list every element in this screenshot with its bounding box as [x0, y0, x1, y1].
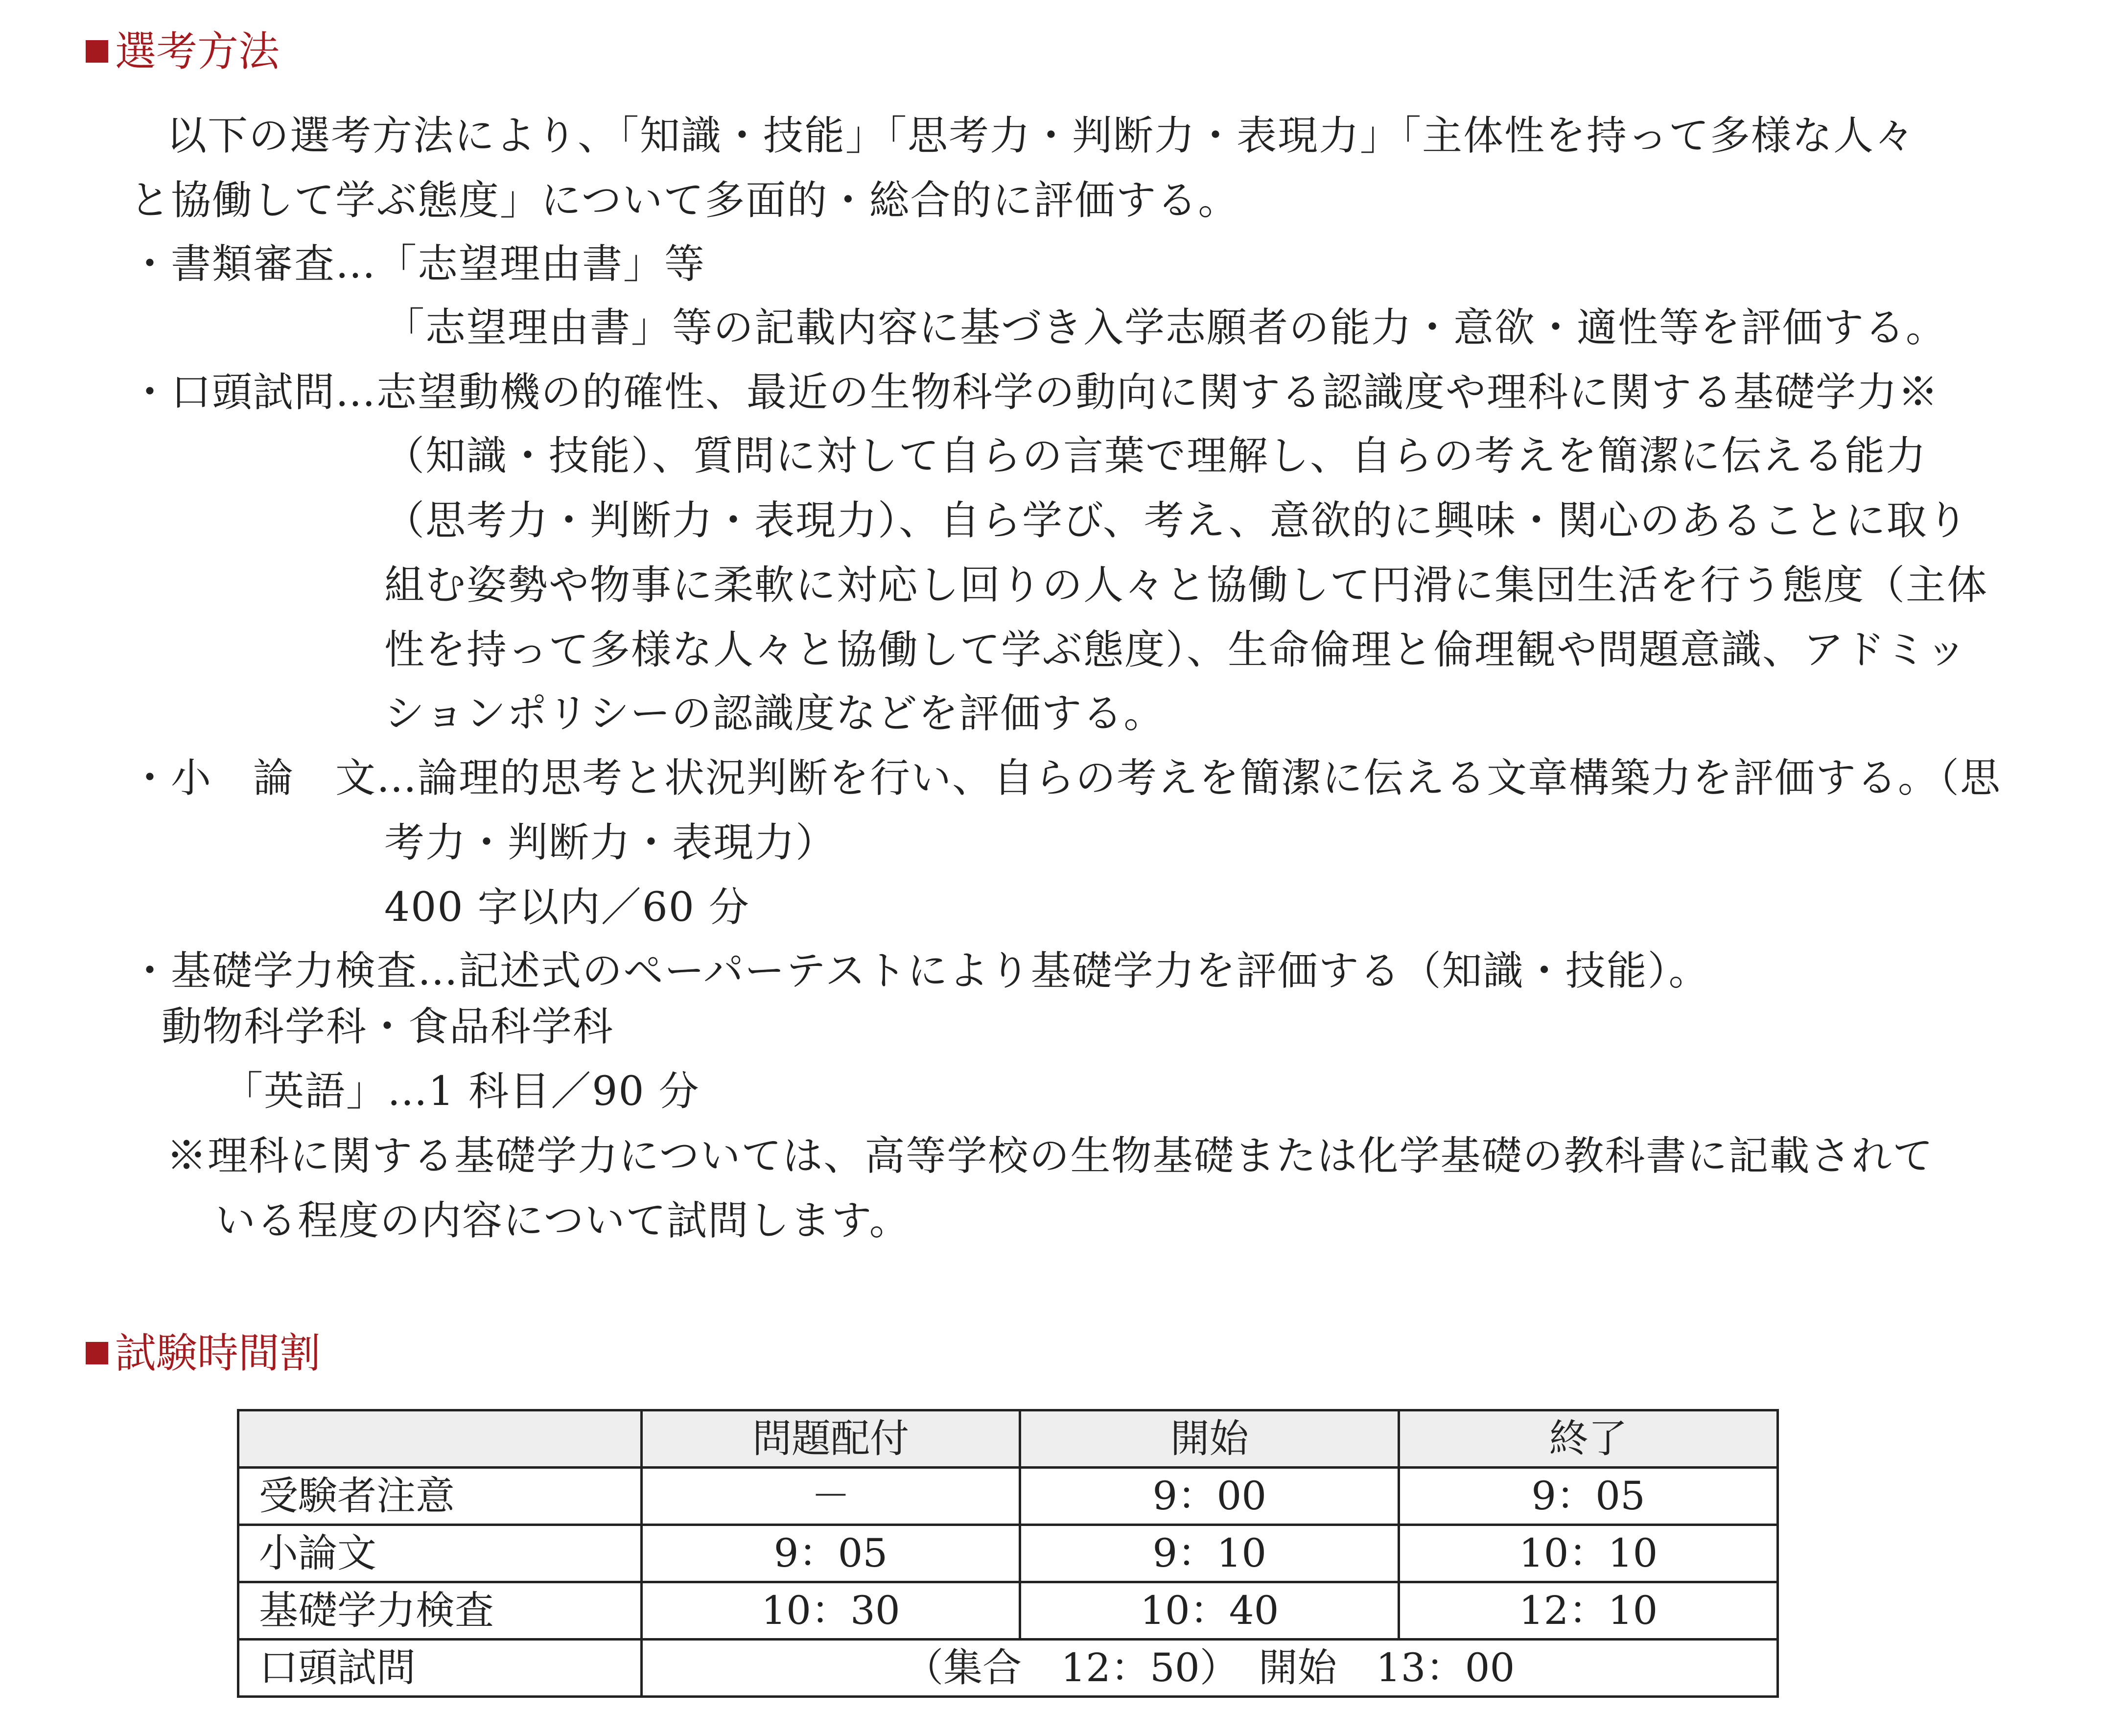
header-cell-empty [238, 1410, 642, 1468]
distribute-cell: 9：05 [641, 1525, 1020, 1582]
timetable [237, 1409, 1779, 1698]
row-label: 小論文 [238, 1525, 642, 1582]
oral-schedule-cell: （集合 12：50） 開始 13：00 [641, 1640, 1777, 1697]
basic-line-2: 動物科学科・食品科学科 [162, 1004, 614, 1050]
basic-line-3: 「英語」…1 科目／90 分 [223, 1068, 700, 1115]
table-header-row [238, 1410, 1778, 1468]
docs-line-1: ・書類審査…「志望理由書」等 [130, 241, 706, 287]
intro-line-2: と協働して学ぶ態度」について多面的・総合的に評価する。 [130, 177, 1239, 224]
row-label: 口頭試問 [238, 1640, 642, 1697]
oral-line-6: ションポリシーの認識度などを評価する。 [384, 690, 1165, 737]
end-cell: 9：05 [1399, 1468, 1778, 1525]
essay-line-2: 考力・判断力・表現力） [384, 820, 837, 866]
header-cell-end: 終了 [1399, 1410, 1778, 1468]
table-row [238, 1468, 1778, 1525]
row-label: 受験者注意 [238, 1468, 642, 1525]
oral-line-1: ・口頭試問…志望動機の的確性、最近の生物科学の動向に関する認識度や理科に関する基礎学力※ [130, 369, 1939, 416]
section-title: 試験時間割 [115, 1329, 321, 1377]
start-cell: 9：00 [1020, 1468, 1399, 1525]
section-heading-selection [86, 27, 280, 76]
start-cell: 9：10 [1020, 1525, 1399, 1582]
section-heading-timetable [86, 1329, 321, 1378]
table-row-oral [238, 1640, 1778, 1697]
header-cell-start: 開始 [1020, 1410, 1399, 1468]
start-cell: 10：40 [1020, 1582, 1399, 1640]
distribute-cell: － [641, 1468, 1020, 1525]
basic-line-1: ・基礎学力検査…記述式のペーパーテストにより基礎学力を評価する（知識・技能）。 [130, 948, 1710, 994]
square-bullet-icon [86, 40, 108, 63]
oral-line-5: 性を持って多様な人々と協働して学ぶ態度）、生命倫理と倫理観や問題意識、アドミッ [384, 627, 1967, 673]
oral-line-3: （思考力・判断力・表現力）、自ら学び、考え、意欲的に興味・関心のあることに取り [384, 497, 1969, 544]
row-label: 基礎学力検査 [238, 1582, 642, 1640]
docs-line-2: 「志望理由書」等の記載内容に基づき入学志願者の能力・意欲・適性等を評価する。 [384, 305, 1947, 351]
note-line-2: いる程度の内容について試問します。 [215, 1197, 911, 1244]
header-cell-distribute: 問題配付 [641, 1410, 1020, 1468]
oral-line-4: 組む姿勢や物事に柔軟に対応し回りの人々と協働して円滑に集団生活を行う態度（主体 [384, 562, 1988, 609]
end-cell: 12：10 [1399, 1582, 1778, 1640]
end-cell: 10：10 [1399, 1525, 1778, 1582]
table-row [238, 1525, 1778, 1582]
intro-line-1: 以下の選考方法により、「知識・技能」「思考力・判断力・表現力」「主体性を持って多様な人々 [166, 113, 1916, 159]
square-bullet-icon [86, 1342, 108, 1364]
essay-line-3: 400 字以内／60 分 [384, 884, 750, 931]
oral-line-2: （知識・技能）、質問に対して自らの言葉で理解し、自らの考えを簡潔に伝える能力 [384, 433, 1927, 479]
section-title: 選考方法 [115, 27, 280, 75]
distribute-cell: 10：30 [641, 1582, 1020, 1640]
table-row [238, 1582, 1778, 1640]
note-line-1: ※理科に関する基礎学力については、高等学校の生物基礎または化学基礎の教科書に記載されて [166, 1133, 1934, 1179]
essay-line-1: ・小 論 文…論理的思考と状況判断を行い、自らの考えを簡潔に伝える文章構築力を評価する。（思 [130, 755, 2002, 801]
